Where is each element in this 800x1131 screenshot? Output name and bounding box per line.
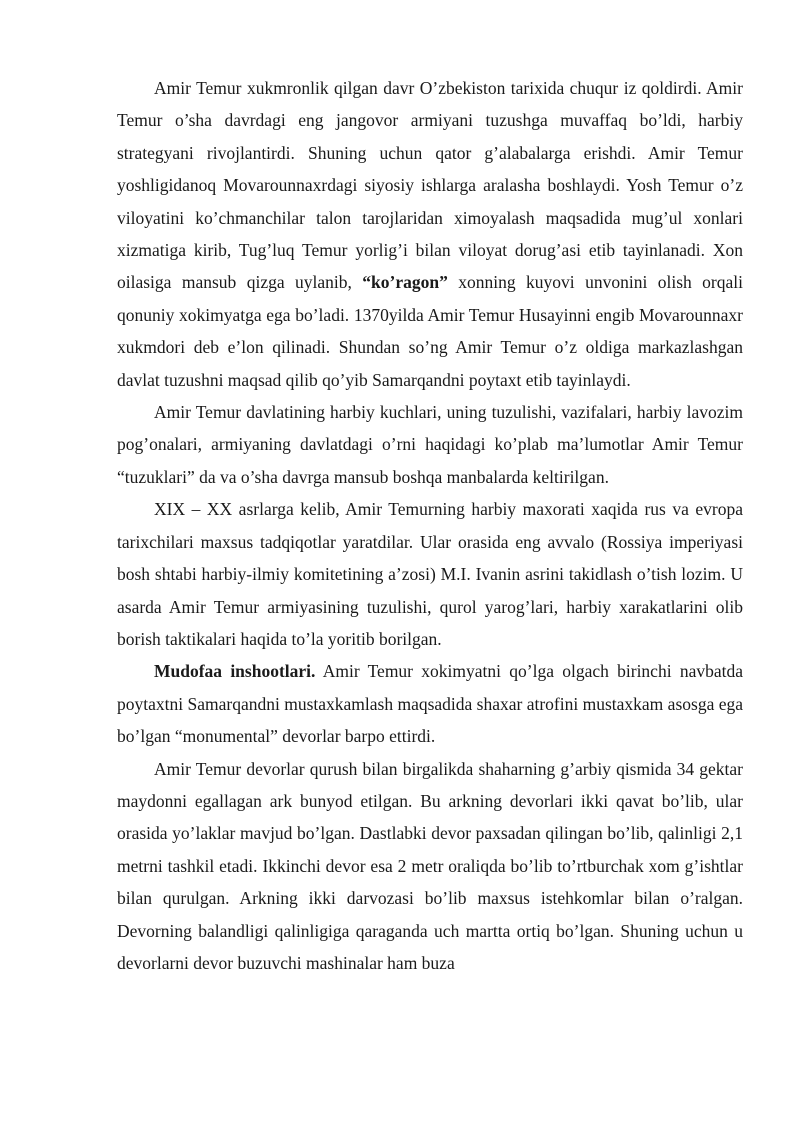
paragraph-5 xyxy=(117,753,743,980)
paragraph-1-text-after: xonning kuyovi unvonini olish orqali qonuniy xokimyatga ega bo’ladi. 1370yilda Amir Temur Husayinni engib Movarounnaxr xukmdori deb e’lon qilinadi. Shundan so’ng Amir Temur o’z oldiga markazlashgan davlat tuzushni maqsad qilib qo’yib Samarqandni poytaxt etib tayinlaydi. xyxy=(117,272,743,390)
paragraph-2 xyxy=(117,396,743,493)
paragraph-2-text: Amir Temur davlatining harbiy kuchlari, uning tuzulishi, vazifalari, harbiy lavozim pog’onalari, armiyaning davlatdagi o’rni haqidagi ko’plab ma’lumotlar Amir Temur “tuzuklari” da va o’sha davrga mansub boshqa manbalarda keltirilgan. xyxy=(117,402,743,487)
paragraph-1 xyxy=(117,72,743,396)
paragraph-4-text-after: Amir Temur xokimyatni qo’lga olgach birinchi navbatda poytaxtni Samarqandni mustaxkamlash maqsadida shaxar atrofini mustaxkam asosga ega bo’lgan “monumental” devorlar barpo ettirdi. xyxy=(117,661,743,747)
paragraph-5-text: Amir Temur devorlar qurush bilan birgalikda shaharning g’arbiy qismida 34 gektar maydonni egallagan ark bunyod etilgan. Bu arkning devorlari ikki qavat bo’lib, ular orasida yo’laklar mavjud bo’lgan. Dastlabki devor paxsadan qilingan bo’lib, qalinligi 2,1 metrni tashkil etadi. Ikkinchi devor esa 2 metr oraliqda bo’lib to’rtburchak xom g’ishtlar bilan qurulgan. Arkning ikki darvozasi bo’lib maxsus istehkomlar bilan o’ralgan. Devorning balandligi qalinligiga qaraganda uch martta ortiq bo’lgan. Shuning uchun u devorlarni devor buzuvchi mashinalar ham buza xyxy=(117,758,743,973)
document-page xyxy=(117,72,743,979)
paragraph-1-text-before: Amir Temur xukmronlik qilgan davr O’zbekiston tarixida chuqur iz qoldirdi. Amir Temur o’sha davrdagi eng jangovor armiyani tuzushga muvaffaq bo’ldi, harbiy strategyani rivojlantirdi. Shuning uchun qator g’alabalarga erishdi. Amir Temur yoshligidanoq Movarounnaxrdagi siyosiy ishlarga aralasha boshlaydi. Yosh Temur o’z viloyatini ko’chmanchilar talon tarojlaridan ximoyalash maqsadida mug’ul xonlari xizmatiga kirib, Tug’luq Temur yorlig’i bilan viloyat dorug’asi etib tayinlanadi. Xon oilasiga mansub qizga uylanib, xyxy=(117,78,743,293)
paragraph-3 xyxy=(117,493,743,655)
paragraph-3-text: XIX – XX asrlarga kelib, Amir Temurning harbiy maxorati xaqida rus va evropa tarixchilari maxsus tadqiqotlar yaratdilar. Ular orasida eng avvalo (Rossiya imperiyasi bosh shtabi harbiy-ilmiy komitetining a’zosi) M.I. Ivanin asrini takidlash o’tish lozim. U asarda Amir Temur armiyasining tuzulishi, qurol yarog’lari, harbiy xarakatlarini olib borish taktikalari haqida to’la yoritib borilgan. xyxy=(117,499,743,649)
paragraph-1-bold-term: “ko’ragon” xyxy=(362,272,448,293)
paragraph-4 xyxy=(117,655,743,752)
section-heading-mudofaa: Mudofaa inshootlari. xyxy=(154,661,316,682)
